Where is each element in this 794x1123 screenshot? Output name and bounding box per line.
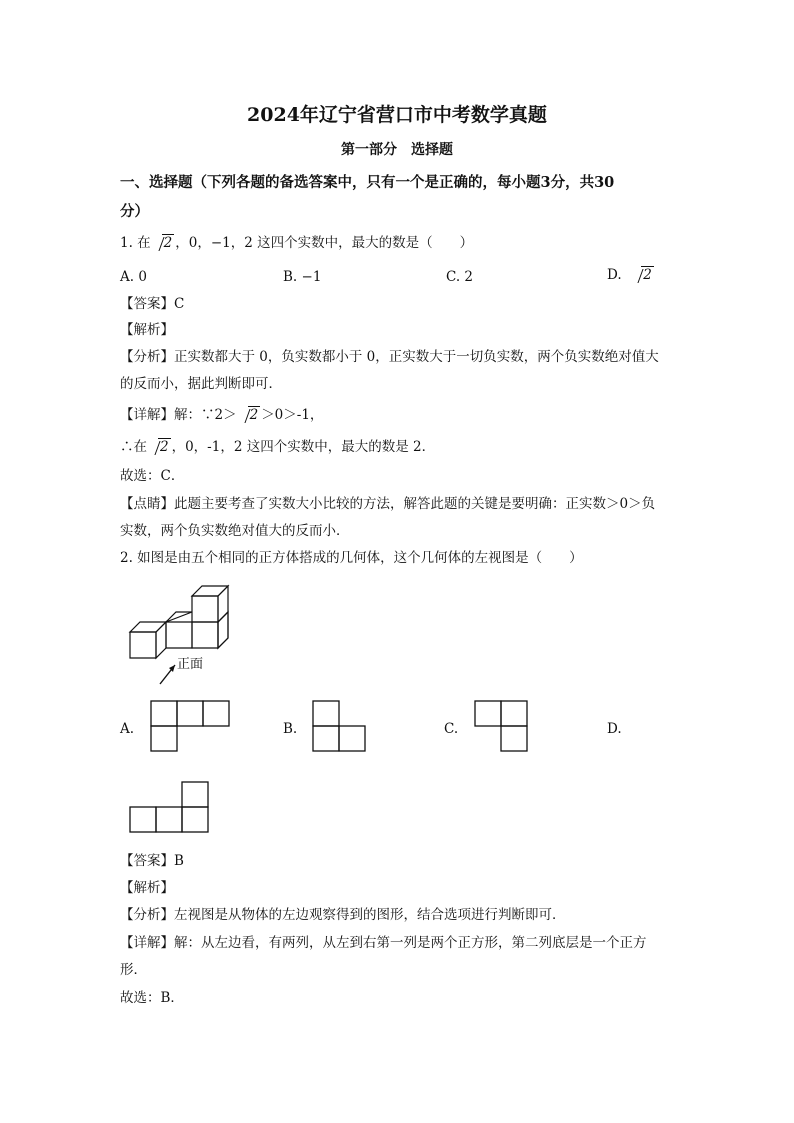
- q1-dianjing-line1: 【点睛】此题主要考查了实数大小比较的方法，解答此题的关键是要明确：正实数＞0＞负: [120, 496, 656, 512]
- q2-stem: 2. 如图是由五个相同的正方体搭成的几何体，这个几何体的左视图是（ ）: [120, 550, 583, 566]
- sqrt-symbol: 2: [238, 405, 261, 425]
- q1-stem-pre: 1. 在: [120, 235, 151, 251]
- q1-fenxi-line2: 的反而小，据此判断即可．: [120, 376, 282, 392]
- sqrt-symbol: 2: [631, 265, 654, 285]
- q2-choose: 故选：B．: [120, 990, 184, 1006]
- q2-xiangjie-line1: 【详解】解：从左边看，有两列，从左到右第一列是两个正方形，第二列底层是一个正方: [120, 935, 647, 951]
- q2-xiangjie-line2: 形．: [120, 962, 147, 978]
- q1-xiangjie: 【详解】解：∵2＞ 2 ＞0＞-1，: [120, 407, 324, 423]
- q1-fenxi-line1: 【分析】正实数都大于 0，负实数都小于 0，正实数大于一切负实数，两个负实数绝对值大: [120, 349, 659, 365]
- sqrt-symbol: 2: [152, 233, 175, 253]
- option-d-view-figure: [129, 781, 211, 837]
- option-a-view-figure: [150, 700, 232, 756]
- section-heading-line2: 分）: [120, 203, 149, 220]
- q1-option-c: C. 2: [446, 269, 474, 285]
- q1-analysis-label: 【解析】: [120, 322, 174, 338]
- option-b-view-figure: [312, 700, 368, 756]
- front-label: 正面: [177, 657, 204, 672]
- part-title: 第一部分 选择题: [341, 142, 453, 158]
- q2-option-d-label: D.: [607, 721, 622, 737]
- q1-dianjing-line2: 实数，两个负实数绝对值大的反而小．: [120, 523, 350, 539]
- q2-option-c-label: C.: [444, 721, 459, 737]
- q1-option-b: B. −1: [283, 269, 322, 285]
- option-c-view-figure: [474, 700, 530, 756]
- q1-stem-post: ，0，−1，2 这四个实数中，最大的数是（ ）: [175, 235, 474, 251]
- q2-fenxi: 【分析】左视图是从物体的左边观察得到的图形，结合选项进行判断即可．: [120, 907, 566, 923]
- q1-answer: 【答案】C: [120, 296, 185, 312]
- q2-option-b-label: B.: [283, 721, 298, 737]
- q1-choose: 故选：C．: [120, 468, 185, 484]
- page-title: 2024年辽宁省营口市中考数学真题: [247, 104, 547, 126]
- q1-option-a: A. 0: [120, 269, 147, 285]
- q2-answer: 【答案】B: [120, 853, 184, 869]
- q1-therefore: ∴在 2 ，0，-1，2 这四个实数中，最大的数是 2．: [120, 439, 436, 455]
- q2-option-a-label: A.: [120, 721, 135, 737]
- q2-analysis-label: 【解析】: [120, 880, 174, 896]
- sqrt-symbol: 2: [148, 437, 171, 457]
- q1-option-d: D. 2: [607, 267, 652, 283]
- section-heading-line1: 一、选择题（下列各题的备选答案中，只有一个是正确的，每小题3分，共30: [120, 174, 615, 191]
- q1-stem: [120, 233, 473, 253]
